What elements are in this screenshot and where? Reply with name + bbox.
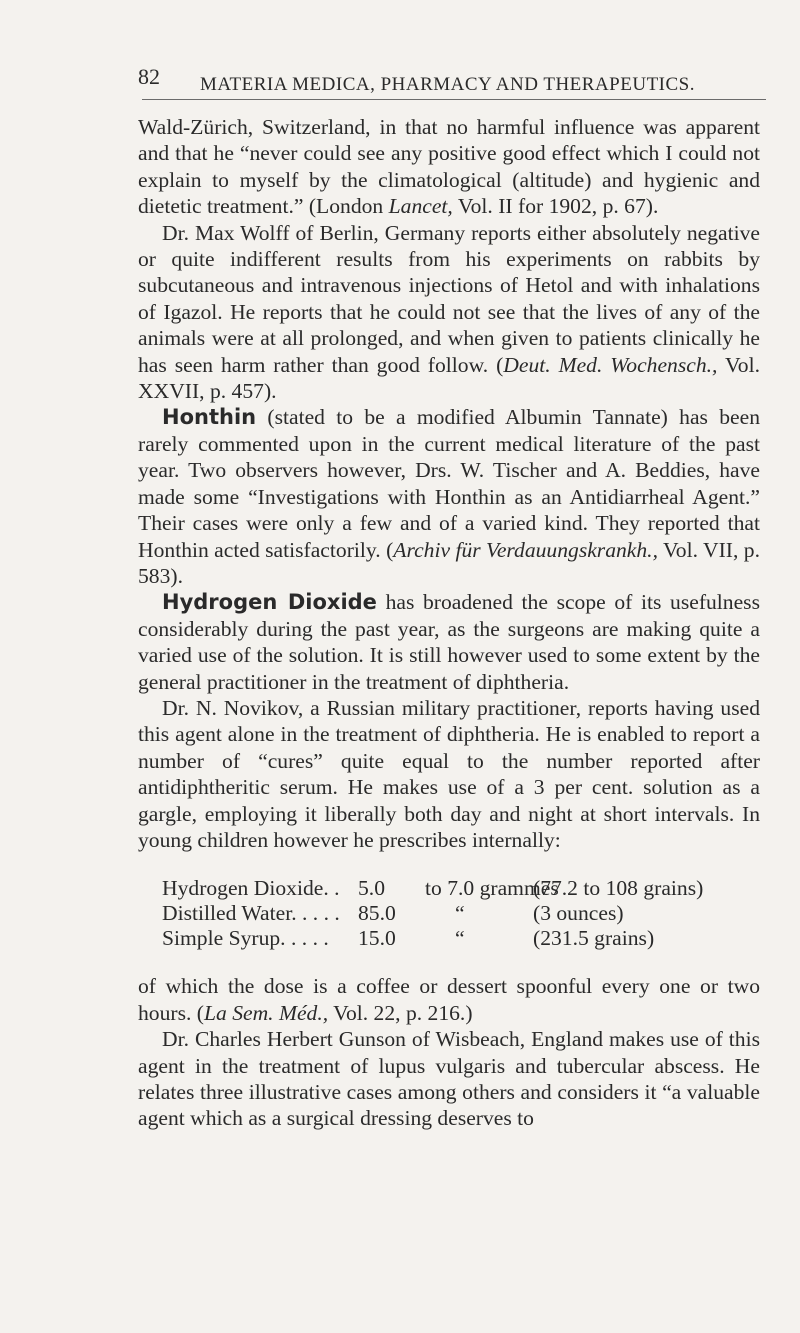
running-title: MATERIA MEDICA, PHARMACY AND THERAPEUTICS. [200,74,695,95]
prescription-row: Simple Syrup. . . . . 15.0 “ (231.5 grains) [162,926,655,951]
page-header [138,64,758,94]
header-rule [142,99,766,100]
citation: Archiv für Verdauungskrankh., [393,537,658,562]
paragraph-wolff: Dr. Max Wolff of Berlin, Germany reports either absolutely negative or quite indifferent results from his experiments on rabbits by subcutaneous and intravenous injections of Hetol and with inhalations of Igazol. He reports that he could not see that the lives of any of the animals were at all prolonged, and when given to patients clinically he has seen harm rather than good follow. (Deut. Med. Wochensch., Vol. XXVII, p. 457). [138,220,760,404]
paragraph-dose: of which the dose is a coffee or dessert spoonful every one or two hours. (La Sem. Méd., Vol. 22, p. 216.) [138,974,760,1025]
page-body [138,114,760,1132]
entry-heading: Hydrogen Dioxide [162,590,377,615]
paragraph-novikov: Dr. N. Novikov, a Russian military practitioner, reports having used this agent alone in the treatment of diphtheria. He is enabled to report a number of “cures” quite equal to the number reported after antidiphtheritic serum. He makes use of a 3 per cent. solution as a gargle, employing it liberally both day and night at short intervals. In young children however he prescribes internally: [138,695,760,852]
paragraph-continued: Wald-Zürich, Switzerland, in that no harmful influence was apparent and that he “never could see any positive good effect which I could not explain to myself by the climatological (altitude) and hygienic and dietetic treatment.” (London Lancet, Vol. II for 1902, p. 67). [138,115,760,219]
citation: Lancet, [388,194,453,219]
paragraph-hydrogen-dioxide: Hydrogen Dioxide has broadened the scope of its usefulness considerably during the past year, as the surgeons are making quite a varied use of the solution. It is still however used to some extent by the general practitioner in the treatment of diphtheria. [138,590,760,694]
citation: La Sem. Méd., [203,1000,329,1025]
paragraph-honthin: Honthin (stated to be a modified Albumin Tannate) has been rarely commented upon in the current medical literature of the past year. Two observers however, Drs. W. Tischer and A. Beddies, have made some “Investigations with Honthin as an Antidiarrheal Agent.” Their cases were only a few and of a varied kind. They reported that Honthin acted satisfactorily. (Archiv für Verdauungskrankh., Vol. VII, p. 583). [138,405,760,588]
paragraph-gunson: Dr. Charles Herbert Gunson of Wisbeach, England makes use of this agent in the treatment of lupus vulgaris and tubercular abscess. He relates three illustrative cases among others and considers it “a valuable agent which as a surgical dressing deserves to [138,1027,760,1131]
citation: Deut. Med. Wochensch., [503,352,718,377]
entry-heading: Honthin [162,405,257,430]
prescription-row: Distilled Water. . . . . 85.0 “ (3 ounces) [162,901,624,926]
prescription-table [162,876,760,951]
prescription-row: Hydrogen Dioxide. . 5.0 to 7.0 grammes (77.2 to 108 grains) [162,876,704,901]
page-number: 82 [138,64,160,89]
